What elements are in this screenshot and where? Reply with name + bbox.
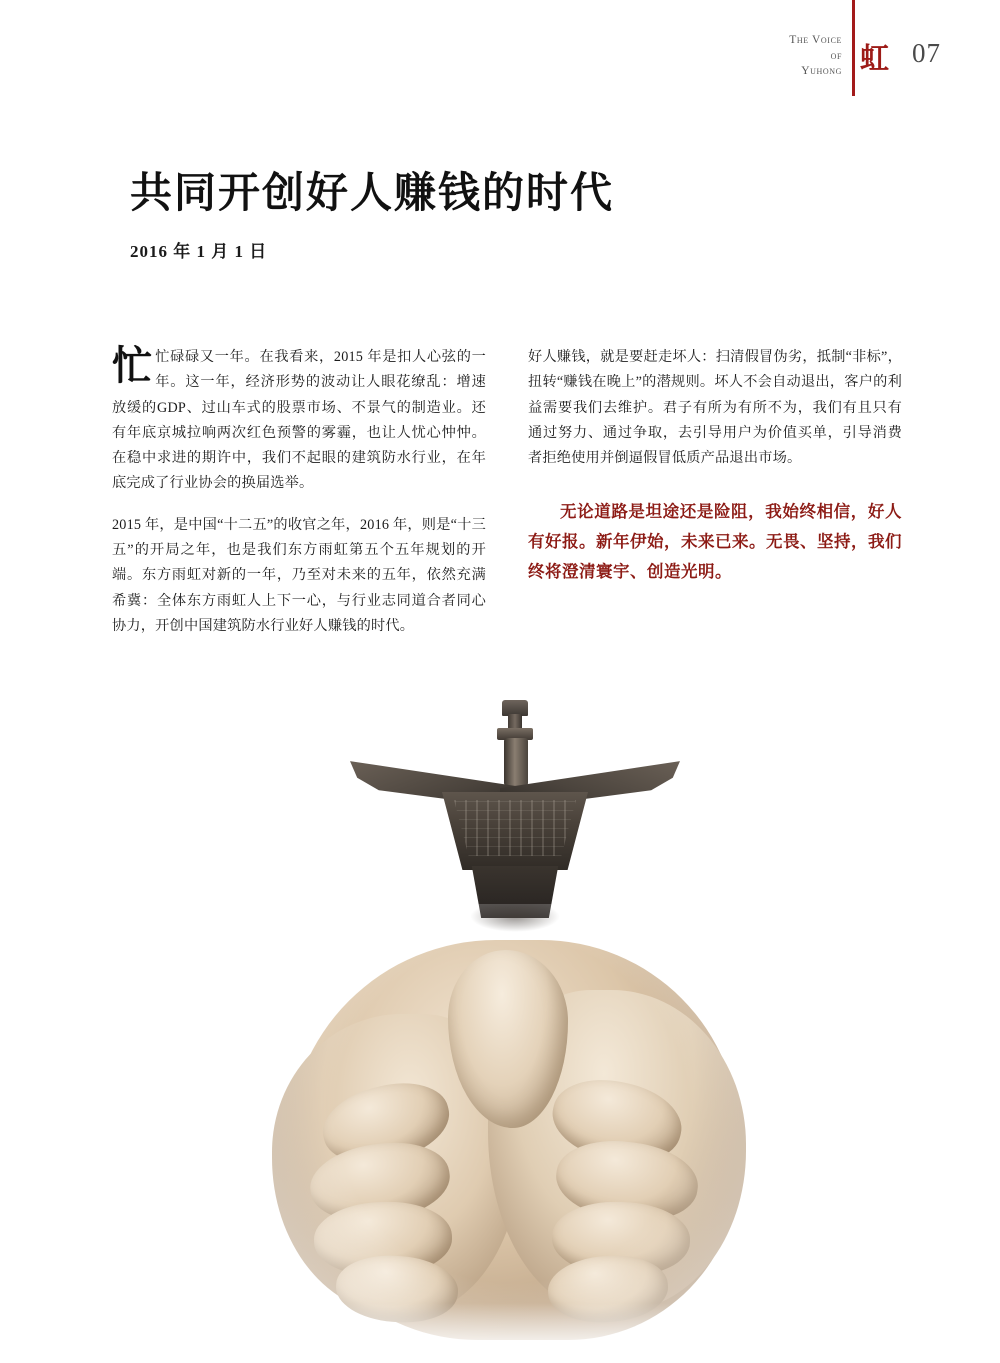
article-date: 2016 年 1 月 1 日: [130, 241, 268, 261]
drop-cap: 忙: [112, 343, 153, 388]
article-body: [112, 345, 902, 639]
title-block: [130, 168, 890, 262]
yuhong-logo-mark: 虹: [860, 43, 889, 75]
article-photo: [0, 672, 1000, 1363]
clasped-hands-illustration: [252, 904, 772, 1363]
paragraph: 好人赚钱，就是要赶走坏人：扫清假冒伪劣，抵制“非标”，扭转“赚钱在晚上”的潜规则。坏人不会自动退出，客户的利益需要我们去维护。君子有所为有所不为，我们有且只有通过努力、通过争取，去引导用户为价值买单，引导消费者拒绝使用并倒逼假冒低质产品退出市场。: [528, 349, 902, 467]
masthead: [680, 33, 842, 80]
page-title: 共同开创好人赚钱的时代: [130, 171, 615, 217]
masthead-line-1: The Voice: [789, 34, 842, 46]
pull-quote: 无论道路是坦途还是险阻，我始终相信，好人有好报。新年伊始，未来已来。无畏、坚持，我们终将澄清寰宇、创造光明。: [528, 502, 902, 582]
paragraph-text: 忙碌碌又一年。在我看来，2015 年是扣人心弦的一年。这一年，经济形势的波动让人眼花缭乱：增速放缓的GDP、过山车式的股票市场、不景气的制造业。还有年底京城拉响两次红色预警的雾霾，也让人忧心忡忡。在稳中求进的期许中，我们不起眼的建筑防水行业，在年底完成了行业协会的换届选举。: [112, 349, 486, 492]
left-column: [112, 345, 486, 639]
hilt-engraving: [454, 800, 576, 856]
paragraph: 2015 年，是中国“十二五”的收官之年，2016 年，则是“十三五”的开局之年，也是我们东方雨虹第五个五年规划的开端。东方雨虹对新的一年，乃至对未来的五年，依然充满希冀：全体东方雨虹人上下一心，与行业志同道合者同心协力，开创中国建筑防水行业好人赚钱的时代。: [112, 516, 486, 634]
hilt-grip: [504, 738, 528, 786]
masthead-line-3: Yuhong: [801, 65, 842, 78]
photo-bottom-fade: [0, 1303, 1000, 1363]
photo-stage: [0, 672, 1000, 1363]
page-number: 07: [912, 38, 941, 68]
header-rule: [852, 0, 855, 96]
page-header: [680, 0, 1000, 110]
paragraph: [112, 345, 486, 497]
masthead-line-2: of: [830, 49, 842, 62]
right-column: [528, 345, 902, 639]
